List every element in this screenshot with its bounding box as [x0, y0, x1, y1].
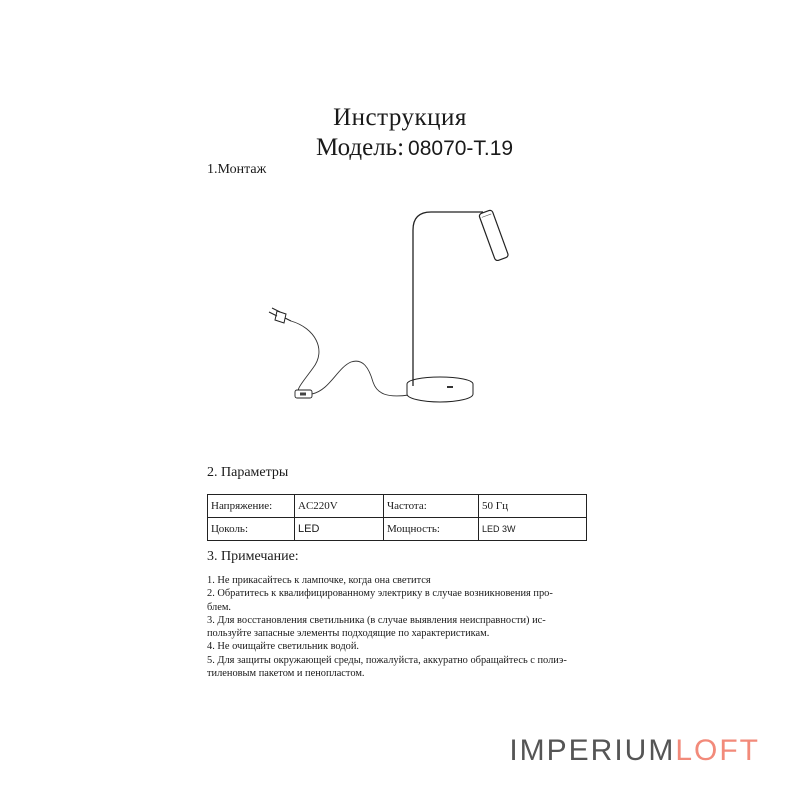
note-line: блем. — [207, 601, 231, 613]
note-line: 2. Обратитесь к квалифицированному электрику в случае возникновения про- — [207, 588, 553, 600]
param-label-frequency: Частота: — [384, 495, 479, 518]
document-title: Инструкция — [333, 104, 467, 131]
section-notes-heading: 3. Примечание: — [207, 549, 299, 564]
note-line: 5. Для защиты окружающей среды, пожалуйста, аккуратно обращайтесь с полиэ- — [207, 654, 567, 666]
model-number: 08070-T.19 — [408, 137, 514, 160]
param-value-power: LED 3W — [479, 518, 587, 541]
param-label-voltage: Напряжение: — [208, 495, 295, 518]
lamp-stem — [413, 212, 483, 386]
model-label: Модель: — [316, 134, 405, 161]
plug-icon — [269, 308, 291, 323]
param-label-power: Мощность: — [384, 518, 479, 541]
section-parameters-heading: 2. Параметры — [207, 465, 289, 480]
table-row — [208, 495, 587, 518]
param-label-base: Цоколь: — [208, 518, 295, 541]
brand-watermark — [509, 734, 760, 768]
param-value-voltage: AC220V — [295, 495, 384, 518]
param-value-frequency: 50 Гц — [479, 495, 587, 518]
table-row — [208, 518, 587, 541]
note-line: 4. Не очищайте светильник водой. — [207, 641, 359, 653]
power-cord — [291, 321, 319, 394]
model-line — [316, 134, 513, 162]
section-mounting-heading: 1.Монтаж — [207, 162, 267, 177]
parameters-table — [207, 494, 587, 541]
note-line: 1. Не прикасайтесь к лампочке, когда она светится — [207, 575, 431, 586]
lamp-illustration — [255, 200, 555, 420]
notes-list — [207, 574, 597, 680]
note-line: 3. Для восстановления светильника (в случае выявления неисправности) ис- — [207, 614, 546, 626]
lamp-head — [479, 210, 509, 262]
note-line: пользуйте запасные элементы подходящие по характеристикам. — [207, 628, 490, 640]
brand-part-loft: LOFT — [675, 734, 760, 767]
lamp-base-side — [407, 384, 473, 402]
brand-part-imperium: IMPERIUM — [509, 734, 676, 767]
note-line: тиленовым пакетом и пенопластом. — [207, 668, 365, 680]
param-value-base: LED — [295, 518, 384, 541]
